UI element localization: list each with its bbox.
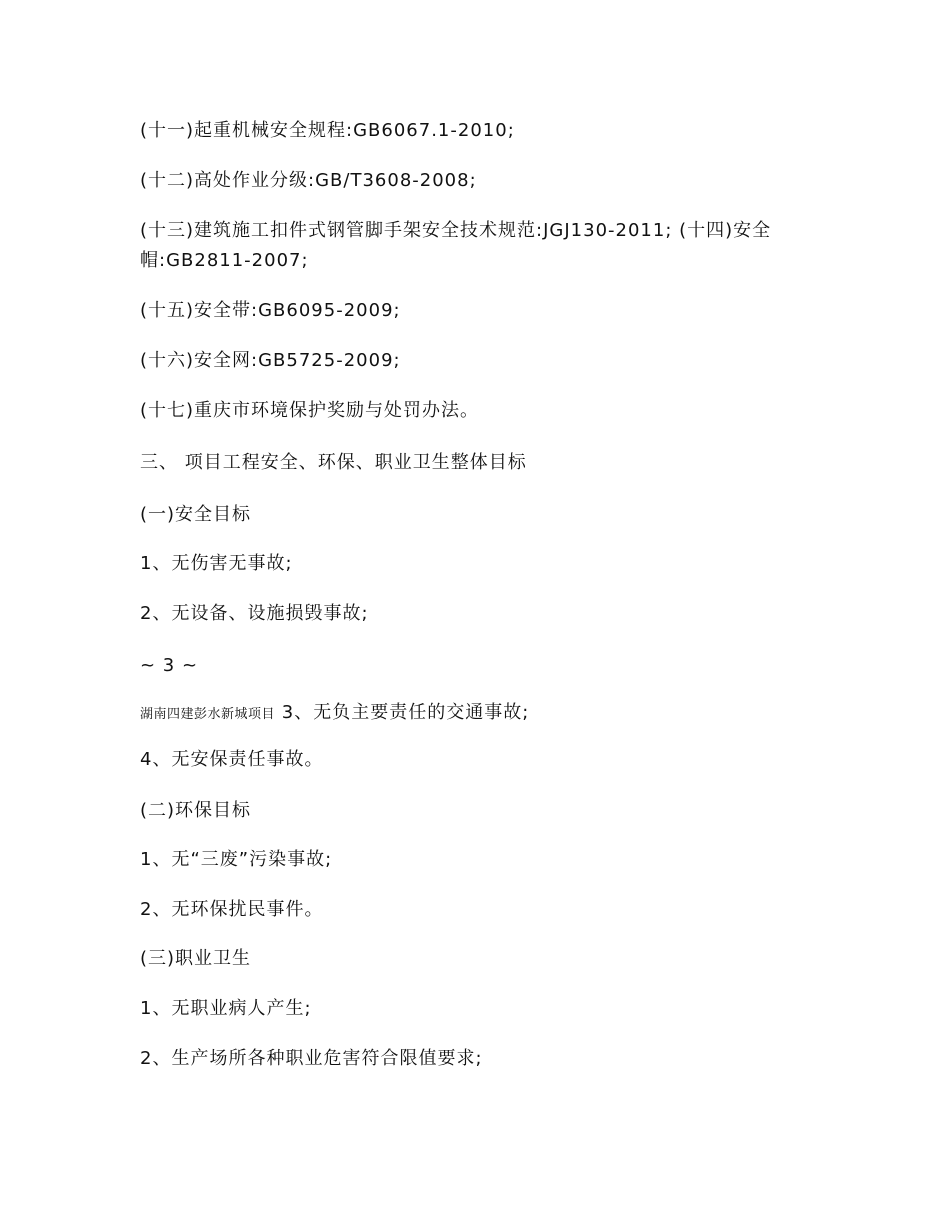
safety-goal-1: 1、无伤害无事故; xyxy=(140,553,293,574)
standard-item-15: (十五)安全带:GB6095-2009; xyxy=(140,300,401,321)
project-header-note: 湖南四建彭水新城项目 xyxy=(140,707,276,722)
header-and-goal-3 xyxy=(140,698,820,730)
subheading-safety-goals: (一)安全目标 xyxy=(140,504,252,525)
standard-item-13-14: (十三)建筑施工扣件式钢管脚手架安全技术规范:JGJ130-2011; (十四)安全帽:GB2811-2007; xyxy=(140,220,772,271)
section-heading-3: 三、 项目工程安全、环保、职业卫生整体目标 xyxy=(140,452,527,473)
env-goal-1: 1、无“三废”污染事故; xyxy=(140,849,333,870)
env-goal-2: 2、无环保扰民事件。 xyxy=(140,899,324,920)
safety-goal-3: 3、无负主要责任的交通事故; xyxy=(281,702,530,723)
subheading-occupational-health: (三)职业卫生 xyxy=(140,948,252,969)
standard-item-16: (十六)安全网:GB5725-2009; xyxy=(140,350,401,371)
safety-goal-2: 2、无设备、设施损毁事故; xyxy=(140,603,369,624)
health-goal-2: 2、生产场所各种职业危害符合限值要求; xyxy=(140,1048,483,1069)
standard-item-11: (十一)起重机械安全规程:GB6067.1-2010; xyxy=(140,120,515,141)
safety-goal-4: 4、无安保责任事故。 xyxy=(140,749,324,770)
subheading-env-goals: (二)环保目标 xyxy=(140,800,252,821)
page-number: ~ 3 ~ xyxy=(140,655,199,676)
standard-item-12: (十二)高处作业分级:GB/T3608-2008; xyxy=(140,170,477,191)
standard-item-17: (十七)重庆市环境保护奖励与处罚办法。 xyxy=(140,400,480,421)
health-goal-1: 1、无职业病人产生; xyxy=(140,998,312,1019)
